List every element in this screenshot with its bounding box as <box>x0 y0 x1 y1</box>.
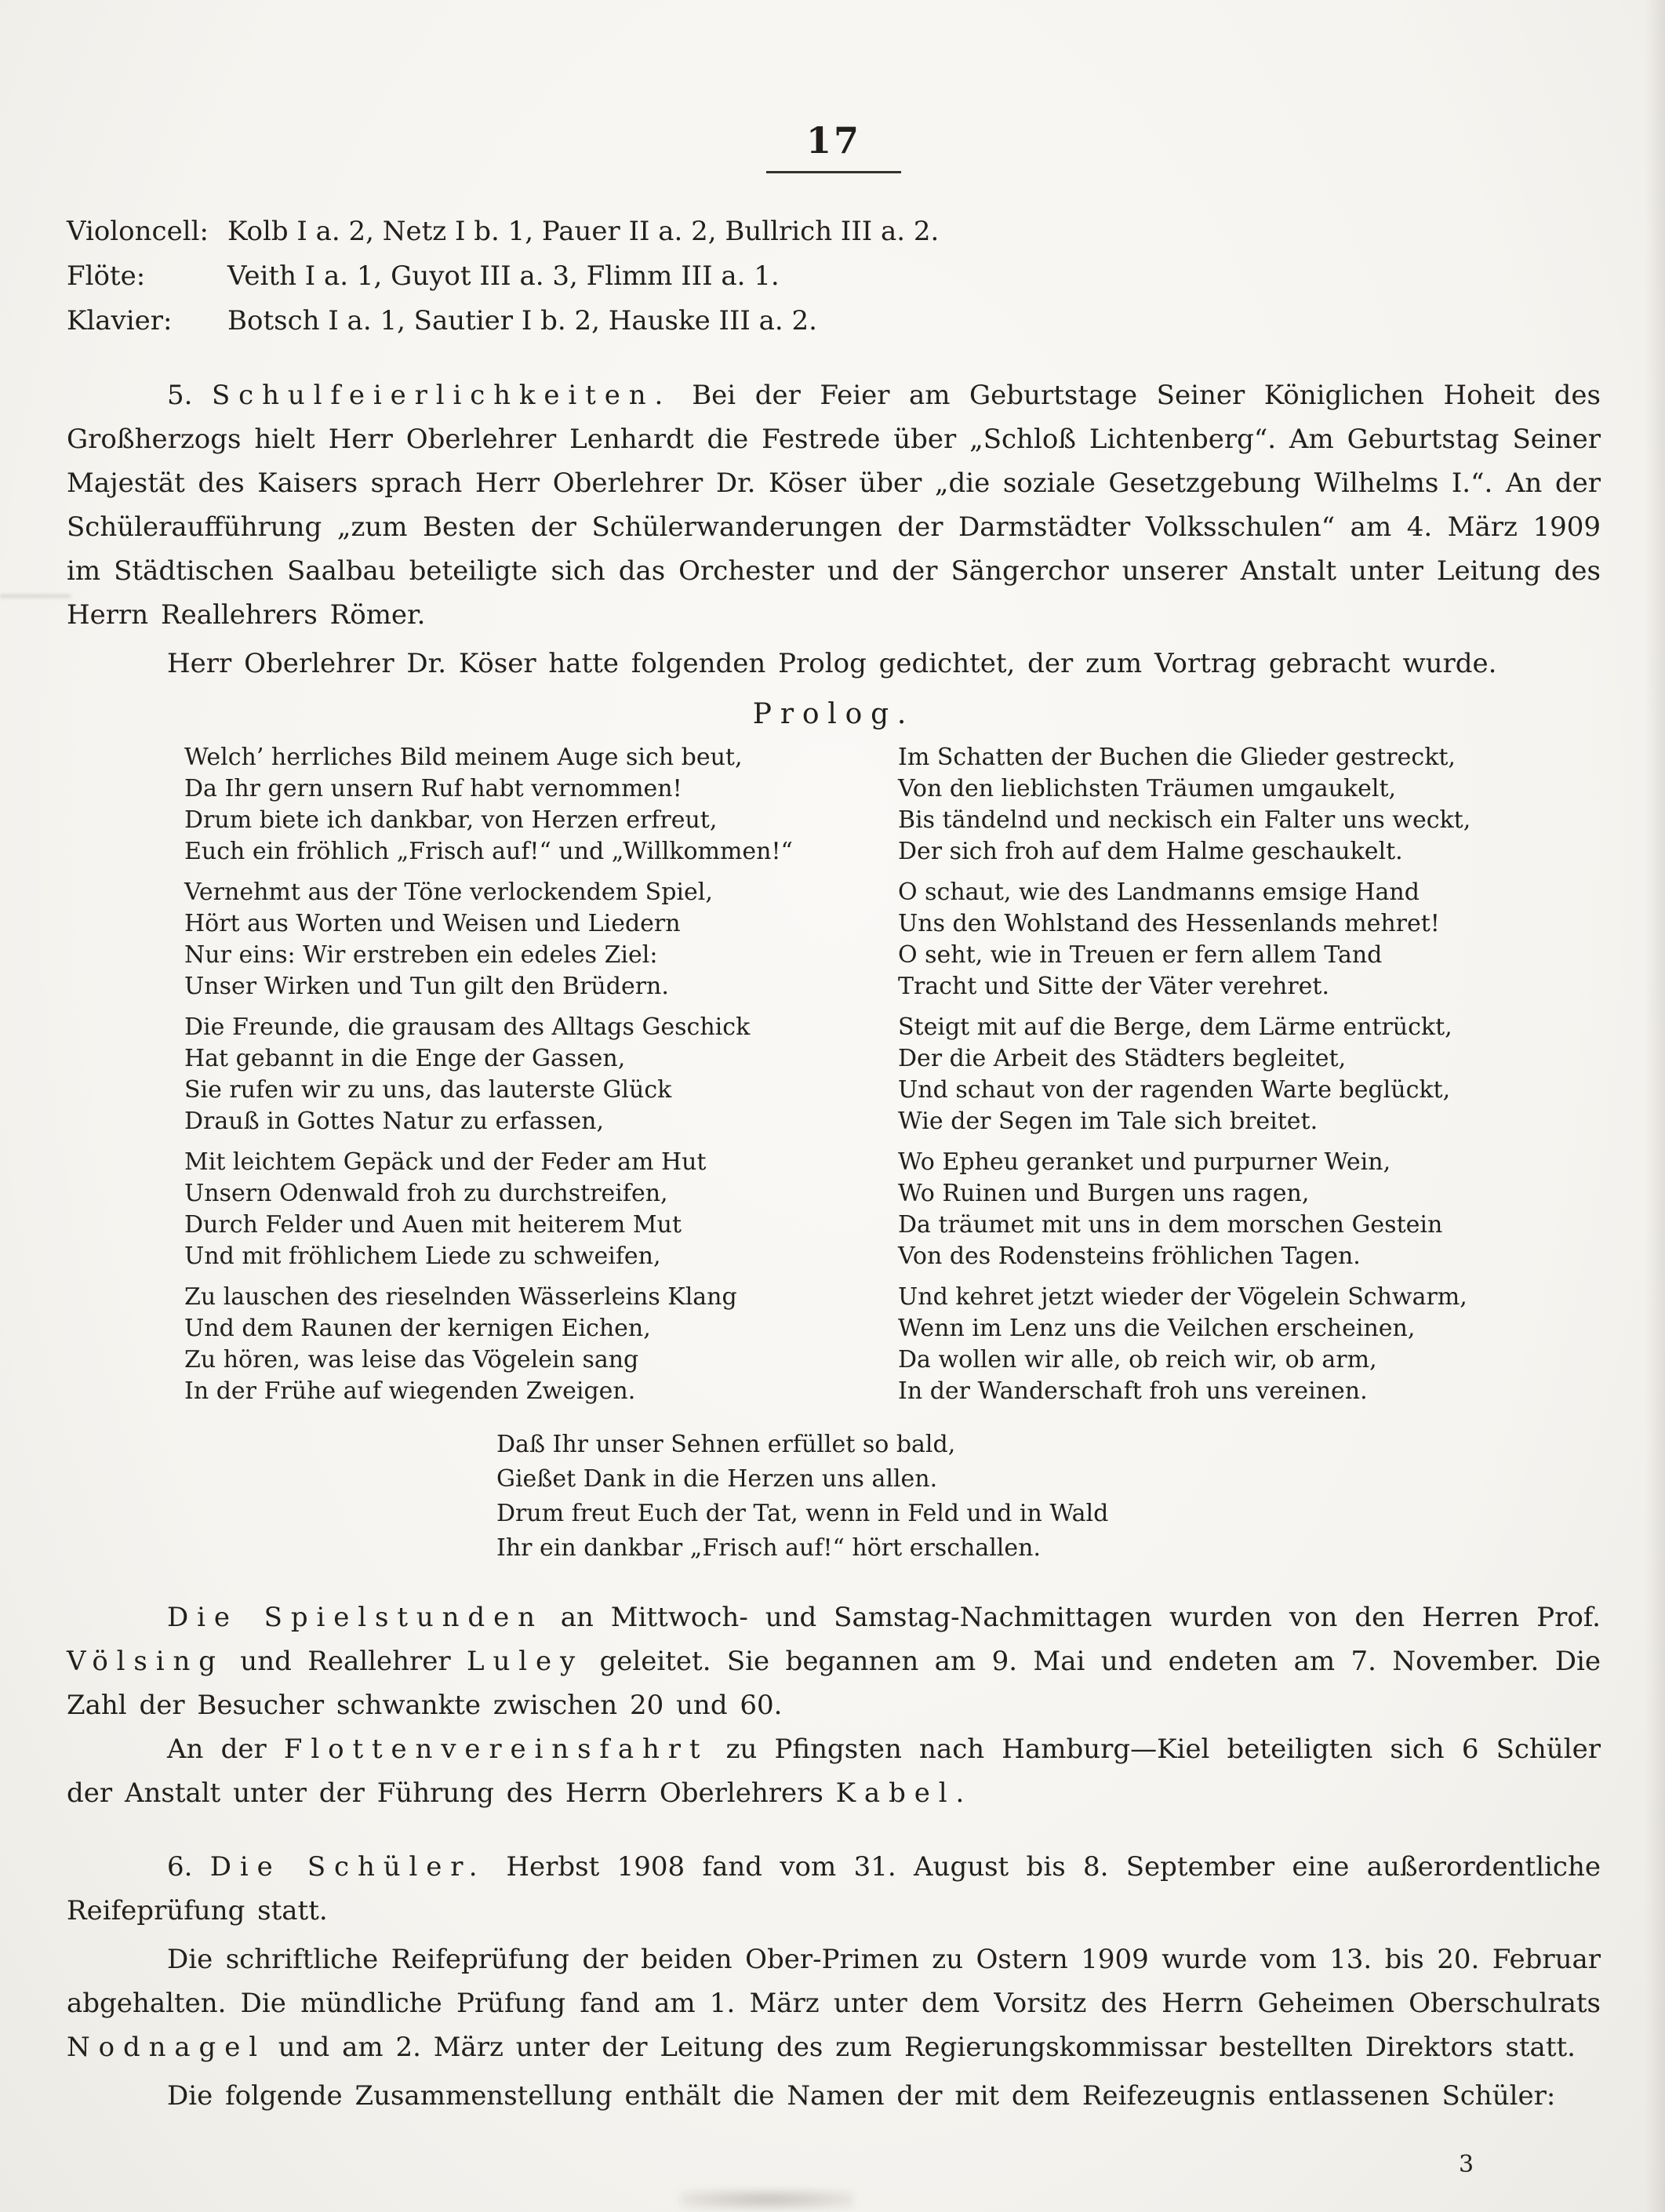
poem-line: Drauß in Gottes Natur zu erfassen, <box>184 1108 604 1135</box>
paragraph-reifepruefung <box>67 1937 1601 2069</box>
poem-line: Hört aus Worten und Weisen und Liedern <box>184 910 681 937</box>
poem-line: O schaut, wie des Landmanns emsige Hand <box>898 879 1420 906</box>
poem-line: Von den lieblichsten Träumen umgaukelt, <box>898 775 1397 802</box>
paragraph-festivities <box>67 373 1601 637</box>
poem-line: O seht, wie in Treuen er fern allem Tand <box>898 941 1383 969</box>
poem-line: Uns den Wohlstand des Hessenlands mehret! <box>898 910 1440 937</box>
prolog-heading: Prolog. <box>752 698 915 730</box>
paragraph-schueler <box>67 1845 1601 1933</box>
person-name-voelsing: Völsing <box>67 1646 224 1677</box>
poem-column-left <box>184 742 859 1417</box>
section-number: 5. <box>167 380 212 411</box>
poem-line: Und dem Raunen der kernigen Eichen, <box>184 1315 651 1342</box>
poem-line: Welch’ herrliches Bild meinem Auge sich beut, <box>184 744 743 771</box>
stanza <box>184 877 859 1002</box>
poem-line: Und kehret jetzt wieder der Vögelein Schwarm, <box>898 1283 1467 1311</box>
stanza <box>184 742 859 868</box>
poem-line: Da Ihr gern unsern Ruf habt vernommen! <box>184 775 682 802</box>
paragraph-closing: Die folgende Zusammenstellung enthält die Namen der mit dem Reifezeugnis entlassenen Schüler: <box>167 2080 1556 2112</box>
body-text: Die schriftliche Reifeprüfung der beiden Ober-Primen zu Ostern 1909 wurde vom 13. bis 20. Februar abgehalten. Die mündliche Prüfung fand am 1. März unter dem Vorsitz des Herrn Geheimen Oberschulrats <box>67 1944 1601 2019</box>
poem-line: Mit leichtem Gepäck und der Feder am Hut <box>184 1148 707 1176</box>
person-name-kabel: Kabel <box>835 1777 956 1809</box>
poem-line: Wie der Segen im Tale sich breitet. <box>898 1108 1318 1135</box>
poem-line: Wenn im Lenz uns die Veilchen erscheinen, <box>898 1315 1416 1342</box>
person-name-nodnagel: Nodnagel <box>67 2032 266 2063</box>
poem-final-stanza <box>496 1428 1601 1566</box>
section-body: Bei der Feier am Geburtstage Seiner Königlichen Hoheit des Großherzogs hielt Herr Oberlehrer Lenhardt die Festrede über „Schloß Lichtenberg“. Am Geburtstag Seiner Majestät des Kaisers sprach Herr Oberlehrer Dr. Köser über „die soziale Gesetzgebung Wilhelms I.“. An der Schüleraufführung „zum Besten der Schülerwanderungen der Darmstädter Volksschulen“ am 4. März 1909 im Städtischen Saalbau beteiligte sich das Orchester und der Sängerchor unserer Anstalt unter Leitung des Herrn Reallehrers Römer. <box>67 380 1601 631</box>
poem-line: Da träumet mit uns in dem morschen Gestein <box>898 1211 1443 1239</box>
paragraph-prolog-intro: Herr Oberlehrer Dr. Köser hatte folgenden Prolog gedichtet, der zum Vortrag gebracht wurde. <box>167 648 1497 679</box>
section-heading-schueler: Die Schüler. <box>209 1851 486 1883</box>
paper-fold-artifact <box>0 595 71 598</box>
list-item <box>67 209 1601 254</box>
scan-smudge-artifact <box>681 2190 853 2209</box>
poem-line: Steigt mit auf die Berge, dem Lärme entrückt, <box>898 1013 1452 1041</box>
poem-line: Wo Epheu geranket und purpurner Wein, <box>898 1148 1391 1176</box>
paragraph-flottenfahrt <box>67 1727 1601 1815</box>
poem-line: Nur eins: Wir erstreben ein edeles Ziel: <box>184 941 658 969</box>
poem-line: Drum freut Euch der Tat, wenn in Feld und in Wald <box>496 1500 1109 1527</box>
body-text: . <box>955 1777 965 1809</box>
poem-line: Euch ein fröhlich „Frisch auf!“ und „Willkommen!“ <box>184 838 793 865</box>
instrument-label: Violoncell: <box>67 216 209 247</box>
stanza <box>898 1282 1471 1407</box>
instrument-value: Veith I a. 1, Guyot III a. 3, Flimm III a. 1. <box>227 260 780 292</box>
body-text: An der <box>167 1734 284 1765</box>
stanza <box>898 1012 1471 1137</box>
poem-line: Wo Ruinen und Burgen uns ragen, <box>898 1180 1310 1207</box>
page-number-rule <box>766 171 901 173</box>
poem-line: Zu lauschen des rieselnden Wässerleins Klang <box>184 1283 737 1311</box>
body-text: und Reallehrer <box>224 1646 467 1677</box>
instrument-value: Kolb I a. 2, Netz I b. 1, Pauer II a. 2, Bullrich III a. 2. <box>227 216 940 247</box>
poem-line: Unser Wirken und Tun gilt den Brüdern. <box>184 973 669 1000</box>
list-item <box>67 299 1601 344</box>
poem-line: Im Schatten der Buchen die Glieder gestreckt, <box>898 744 1456 771</box>
poem-line: Hat gebannt in die Enge der Gassen, <box>184 1045 626 1072</box>
stanza <box>184 1012 859 1137</box>
paragraph-spielstunden <box>67 1595 1601 1727</box>
poem-line: Der sich froh auf dem Halme geschaukelt. <box>898 838 1403 865</box>
signature-mark: 3 <box>1459 2151 1474 2178</box>
body-text: an Mittwoch- und Samstag-Nachmittagen wurden von den Herren Prof. <box>543 1602 1601 1633</box>
stanza <box>184 1282 859 1407</box>
body-text: und am 2. März unter der Leitung des zum Regierungskommissar bestellten Direktors statt. <box>265 2032 1576 2063</box>
section-number: 6. <box>167 1851 210 1883</box>
poem-line: Durch Felder und Auen mit heiterem Mut <box>184 1211 682 1239</box>
instrument-value: Botsch I a. 1, Sautier I b. 2, Hauske III a. 2. <box>227 305 817 337</box>
stanza <box>898 742 1471 868</box>
poem-line: Daß Ihr unser Sehnen erfüllet so bald, <box>496 1431 956 1458</box>
poem-line: Zu hören, was leise das Vögelein sang <box>184 1346 639 1373</box>
prolog-poem <box>67 742 1601 1417</box>
instrument-label: Klavier: <box>67 305 173 337</box>
instrument-assignment-list <box>67 209 1601 344</box>
poem-line: Da wollen wir alle, ob reich wir, ob arm, <box>898 1346 1377 1373</box>
poem-line: Von des Rodensteins fröhlichen Tagen. <box>898 1242 1361 1270</box>
poem-line: In der Wanderschaft froh uns vereinen. <box>898 1377 1368 1405</box>
poem-line: Bis tändelnd und neckisch ein Falter uns weckt, <box>898 806 1471 834</box>
poem-column-right <box>898 742 1471 1417</box>
person-name-luley: Luley <box>467 1646 584 1677</box>
emphasis-flottenvereinsfahrt: Flottenvereinsfahrt <box>283 1734 709 1765</box>
poem-line: Unsern Odenwald froh zu durchstreifen, <box>184 1180 668 1207</box>
section-heading-festivities: Schulfeierlichkeiten. <box>211 380 672 411</box>
poem-line: Vernehmt aus der Töne verlockendem Spiel, <box>184 879 713 906</box>
poem-line: Gießet Dank in die Herzen uns allen. <box>496 1465 938 1493</box>
stanza <box>898 1147 1471 1272</box>
page-number: 17 <box>805 119 861 162</box>
list-item <box>67 254 1601 299</box>
stanza <box>898 877 1471 1002</box>
poem-line: Drum biete ich dankbar, von Herzen erfreut, <box>184 806 718 834</box>
stanza <box>184 1147 859 1272</box>
body-text: geleitet. Sie begannen am 9. Mai und endeten am 7. November. Die Zahl der Besucher schwankte zwischen 20 und 60. <box>67 1646 1601 1721</box>
poem-line: Tracht und Sitte der Väter verehret. <box>898 973 1330 1000</box>
text-block <box>67 0 1601 2118</box>
scan-edge-shadow <box>1645 0 1665 2212</box>
poem-line: Sie rufen wir zu uns, das lauterste Glück <box>184 1076 672 1104</box>
poem-line: Und schaut von der ragenden Warte beglückt, <box>898 1076 1451 1104</box>
body-text: zu Pfingsten nach Hamburg—Kiel beteiligten sich 6 Schüler der Anstalt unter der Führung des Herrn Oberlehrers <box>67 1734 1601 1809</box>
section-body: Herbst 1908 fand vom 31. August bis 8. September eine außerordentliche Reifeprüfung statt. <box>67 1851 1601 1926</box>
instrument-label: Flöte: <box>67 260 146 292</box>
poem-line: Und mit fröhlichem Liede zu schweifen, <box>184 1242 661 1270</box>
poem-line: Ihr ein dankbar „Frisch auf!“ hört erschallen. <box>496 1534 1042 1562</box>
poem-line: In der Frühe auf wiegenden Zweigen. <box>184 1377 636 1405</box>
poem-line: Der die Arbeit des Städters begleitet, <box>898 1045 1347 1072</box>
poem-line: Die Freunde, die grausam des Alltags Geschick <box>184 1013 751 1041</box>
emphasis-spielstunden: Die Spielstunden <box>167 1602 543 1633</box>
